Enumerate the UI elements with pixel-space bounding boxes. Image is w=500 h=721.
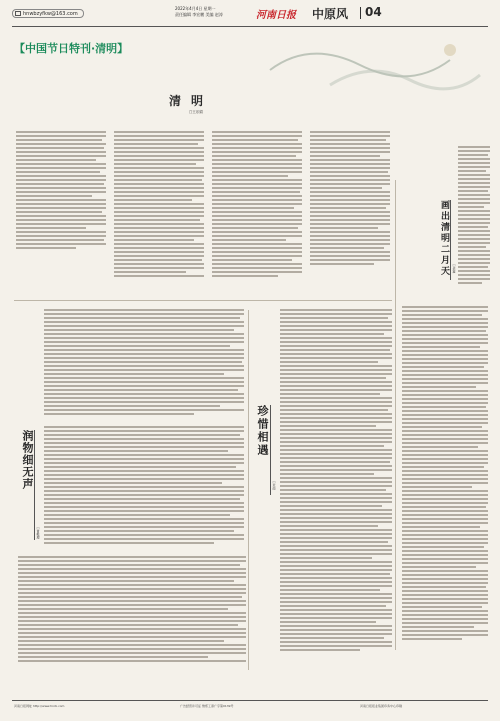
body-text-top (44, 308, 244, 418)
body-text-col4 (310, 130, 390, 280)
article-runwu (14, 300, 246, 670)
article-huachu (398, 145, 490, 665)
body-text (280, 308, 392, 668)
article-author: □余灌 (452, 263, 456, 273)
page-number: 04 (365, 5, 382, 19)
body-text-right-lower (402, 305, 488, 655)
body-text-right-upper (458, 145, 490, 295)
masthead (0, 0, 500, 28)
body-text-col2 (114, 130, 204, 280)
text-lines (310, 130, 390, 280)
body-text-middle (44, 425, 244, 550)
article-author: □黄维理 (36, 526, 40, 539)
article-title: 润物细无声 (21, 430, 34, 490)
header-rule (12, 26, 488, 27)
text-lines (458, 145, 490, 295)
text-lines (44, 425, 244, 550)
email-text: hnwbzyfkw@163.com (23, 10, 78, 17)
issue-date: 2022年4月4日 星期一 (175, 6, 216, 11)
email-badge (12, 9, 84, 18)
banner-title: 【中国节日特刊·清明】 (14, 42, 129, 55)
text-lines (402, 305, 488, 655)
article-zhenxi (250, 300, 394, 670)
text-lines (44, 308, 244, 418)
body-text-col3 (212, 130, 302, 280)
article-title: 清明 (169, 94, 214, 108)
text-lines (18, 555, 246, 665)
footer-rule (12, 700, 488, 701)
title-side-rule (450, 200, 451, 280)
title-side-rule (270, 405, 271, 495)
article-qingming (14, 60, 424, 280)
footer-right: 河南日报报业集团印务中心印刷 (360, 704, 403, 708)
section-name: 中原风 (312, 7, 349, 21)
title-side-rule (34, 430, 35, 540)
text-lines (16, 130, 106, 250)
text-lines (280, 308, 392, 668)
column-divider (248, 310, 249, 670)
footer-middle: 广告经营许可证 豫郑工商广字第0139号 (180, 704, 234, 708)
footer-left: 河南日报网址 http://www.hnrb.com (14, 704, 65, 708)
article-title: 珍惜相遇 (256, 405, 269, 457)
text-lines (114, 130, 204, 280)
article-author: □王乐娟 (189, 110, 203, 114)
text-lines (212, 130, 302, 280)
editor-line: 责任编辑 李宏鹏 美编 赵涛 (175, 12, 223, 17)
body-text-col1 (16, 130, 106, 250)
paper-logo: 河南日报 (256, 10, 296, 21)
article-title: 画出清明二月天 (439, 200, 449, 277)
article-author: □苏雨 (272, 480, 276, 490)
section-divider (360, 7, 361, 19)
date-block (175, 6, 255, 18)
body-text-bottom (18, 555, 246, 665)
mail-icon (15, 11, 21, 16)
column-divider (395, 180, 396, 650)
